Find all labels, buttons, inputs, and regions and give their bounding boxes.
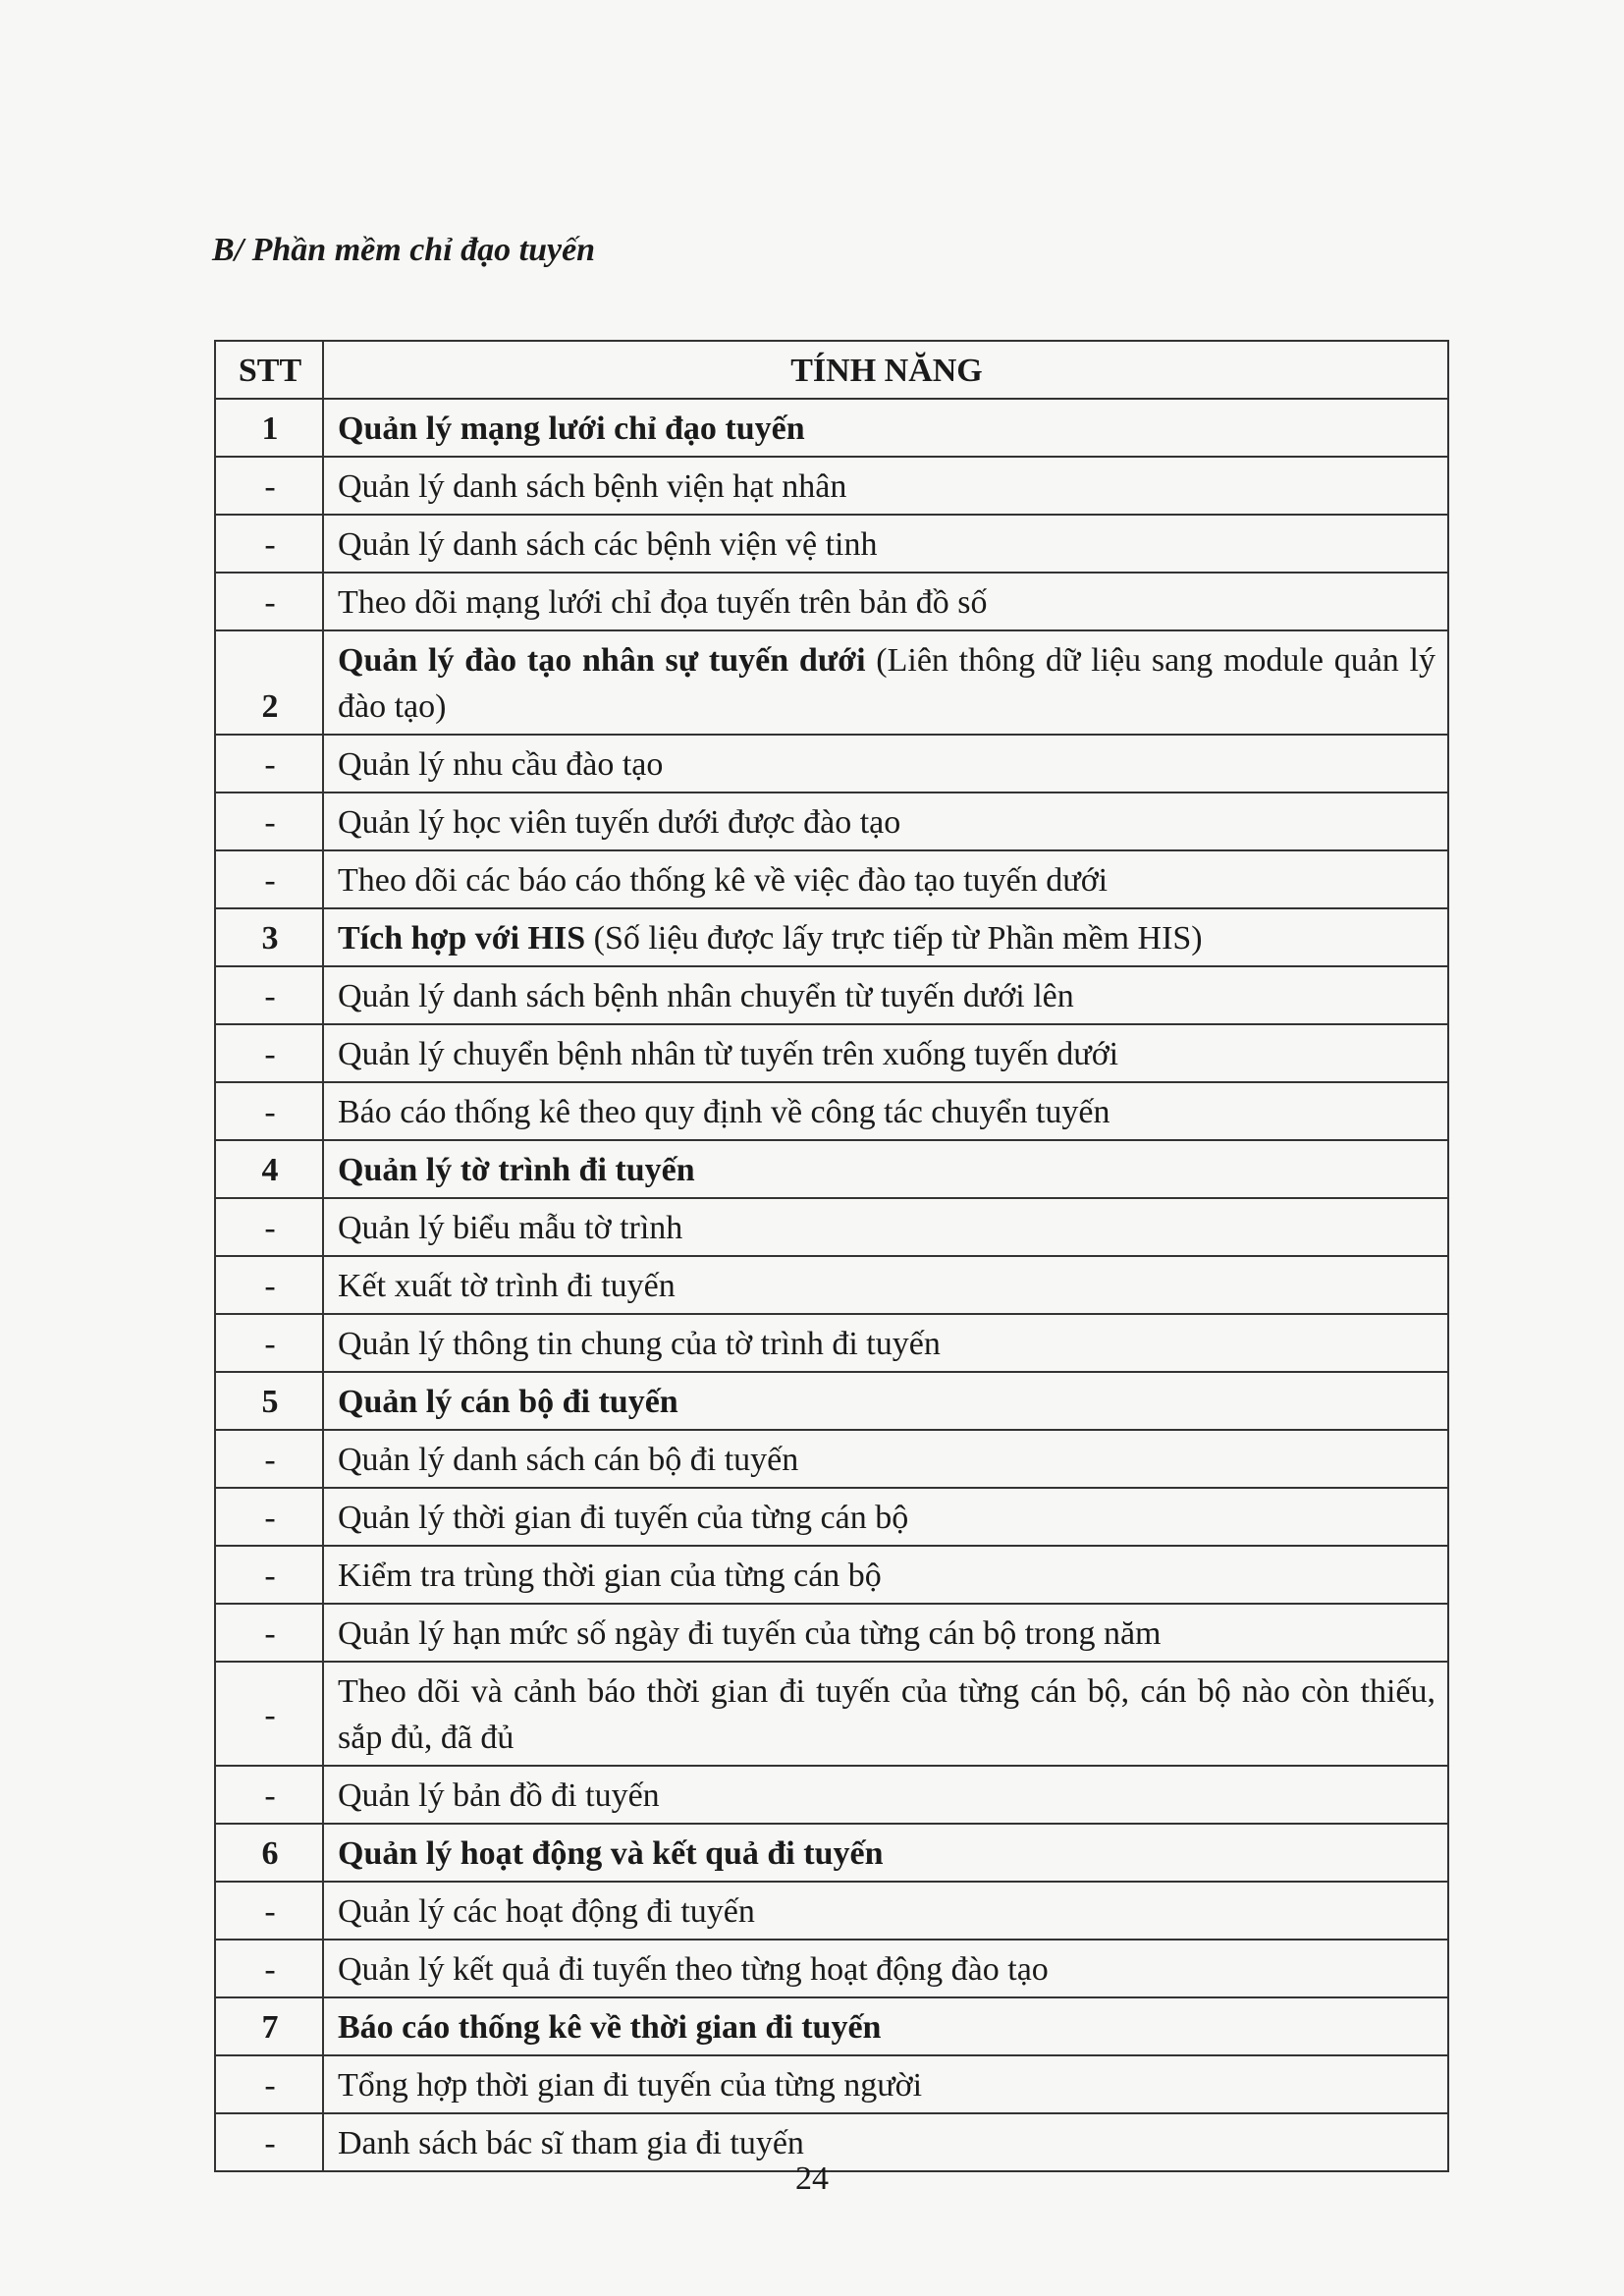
- group-title: Quản lý đào tạo nhân sự tuyến dưới: [338, 642, 866, 679]
- table-row: [215, 1882, 1448, 1940]
- row-stt: 1: [215, 399, 323, 457]
- row-stt: -: [215, 1024, 323, 1082]
- group-title: Quản lý tờ trình đi tuyến: [338, 1152, 695, 1188]
- row-feature: Theo dõi và cảnh báo thời gian đi tuyến của từng cán bộ, cán bộ nào còn thiếu, sắp đủ, đã đủ: [323, 1662, 1448, 1766]
- row-stt: -: [215, 1488, 323, 1546]
- table-row: [215, 573, 1448, 630]
- row-feature: Quản lý thông tin chung của tờ trình đi tuyến: [323, 1314, 1448, 1372]
- row-stt: 6: [215, 1824, 323, 1882]
- table-row: [215, 457, 1448, 515]
- row-feature: [323, 1372, 1448, 1430]
- row-stt: -: [215, 793, 323, 850]
- table-group-row: [215, 630, 1448, 735]
- row-stt: -: [215, 457, 323, 515]
- row-stt: 2: [215, 630, 323, 735]
- row-stt: -: [215, 735, 323, 793]
- table-row: [215, 793, 1448, 850]
- row-stt: 7: [215, 1997, 323, 2055]
- row-stt: -: [215, 1546, 323, 1604]
- row-stt: -: [215, 1604, 323, 1662]
- row-stt: -: [215, 1766, 323, 1824]
- row-stt: 3: [215, 908, 323, 966]
- row-stt: -: [215, 1314, 323, 1372]
- group-title: Tích hợp với HIS: [338, 920, 586, 957]
- row-feature: Quản lý danh sách các bệnh viện vệ tinh: [323, 515, 1448, 573]
- row-feature: Kết xuất tờ trình đi tuyến: [323, 1256, 1448, 1314]
- row-feature: Quản lý danh sách cán bộ đi tuyến: [323, 1430, 1448, 1488]
- row-stt: 5: [215, 1372, 323, 1430]
- row-feature: Quản lý nhu cầu đào tạo: [323, 735, 1448, 793]
- row-feature: [323, 399, 1448, 457]
- table-group-row: [215, 1140, 1448, 1198]
- group-note: (Liên thông dữ liệu sang module quản lý đào tạo): [338, 642, 1436, 725]
- row-feature: Quản lý chuyển bệnh nhân từ tuyến trên xuống tuyến dưới: [323, 1024, 1448, 1082]
- row-feature: Theo dõi các báo cáo thống kê về việc đào tạo tuyến dưới: [323, 850, 1448, 908]
- row-stt: -: [215, 515, 323, 573]
- group-title: Quản lý mạng lưới chỉ đạo tuyến: [338, 410, 805, 447]
- row-feature: [323, 630, 1448, 735]
- row-feature: Tổng hợp thời gian đi tuyến của từng người: [323, 2055, 1448, 2113]
- page-number: 24: [795, 2160, 829, 2197]
- table-group-row: [215, 1372, 1448, 1430]
- row-feature: [323, 908, 1448, 966]
- table-row: [215, 1766, 1448, 1824]
- group-title: Quản lý hoạt động và kết quả đi tuyến: [338, 1835, 884, 1872]
- row-feature: Kiểm tra trùng thời gian của từng cán bộ: [323, 1546, 1448, 1604]
- header-feature: TÍNH NĂNG: [323, 341, 1448, 399]
- row-stt: -: [215, 573, 323, 630]
- row-feature: [323, 1140, 1448, 1198]
- table-row: [215, 1256, 1448, 1314]
- table-row: [215, 1662, 1448, 1766]
- row-stt: -: [215, 1940, 323, 1997]
- row-stt: -: [215, 1882, 323, 1940]
- table-row: [215, 966, 1448, 1024]
- row-feature: Quản lý kết quả đi tuyến theo từng hoạt động đào tạo: [323, 1940, 1448, 1997]
- row-feature: Quản lý danh sách bệnh nhân chuyển từ tuyến dưới lên: [323, 966, 1448, 1024]
- row-feature: [323, 1997, 1448, 2055]
- row-stt: -: [215, 2113, 323, 2171]
- group-title: Quản lý cán bộ đi tuyến: [338, 1384, 678, 1420]
- table-row: [215, 1198, 1448, 1256]
- table-row: [215, 1604, 1448, 1662]
- table-row: [215, 735, 1448, 793]
- table-body: [215, 399, 1448, 2171]
- row-stt: -: [215, 1082, 323, 1140]
- table-row: [215, 1024, 1448, 1082]
- feature-table: [214, 340, 1449, 2172]
- table-group-row: [215, 1824, 1448, 1882]
- table-row: [215, 1940, 1448, 1997]
- row-stt: -: [215, 966, 323, 1024]
- row-stt: -: [215, 850, 323, 908]
- row-feature: Quản lý thời gian đi tuyến của từng cán bộ: [323, 1488, 1448, 1546]
- row-stt: -: [215, 1198, 323, 1256]
- table-group-row: [215, 1997, 1448, 2055]
- table-row: [215, 515, 1448, 573]
- table-row: [215, 850, 1448, 908]
- table-group-row: [215, 908, 1448, 966]
- row-stt: 4: [215, 1140, 323, 1198]
- group-note: (Số liệu được lấy trực tiếp từ Phần mềm HIS): [585, 920, 1203, 957]
- row-feature: Quản lý học viên tuyến dưới được đào tạo: [323, 793, 1448, 850]
- row-stt: -: [215, 1662, 323, 1766]
- row-feature: Quản lý hạn mức số ngày đi tuyến của từng cán bộ trong năm: [323, 1604, 1448, 1662]
- row-feature: Theo dõi mạng lưới chỉ đọa tuyến trên bản đồ số: [323, 573, 1448, 630]
- row-feature: Quản lý các hoạt động đi tuyến: [323, 1882, 1448, 1940]
- group-title: Báo cáo thống kê về thời gian đi tuyến: [338, 2009, 882, 2046]
- row-stt: -: [215, 1430, 323, 1488]
- table-group-row: [215, 399, 1448, 457]
- table-row: [215, 1430, 1448, 1488]
- row-feature: Quản lý biểu mẫu tờ trình: [323, 1198, 1448, 1256]
- row-feature: Báo cáo thống kê theo quy định về công tác chuyển tuyến: [323, 1082, 1448, 1140]
- row-feature: Quản lý danh sách bệnh viện hạt nhân: [323, 457, 1448, 515]
- table-row: [215, 2055, 1448, 2113]
- row-stt: -: [215, 1256, 323, 1314]
- row-stt: -: [215, 2055, 323, 2113]
- table-row: [215, 1546, 1448, 1604]
- table-row: [215, 1314, 1448, 1372]
- row-feature: Quản lý bản đồ đi tuyến: [323, 1766, 1448, 1824]
- table-header-row: [215, 341, 1448, 399]
- table-row: [215, 1488, 1448, 1546]
- row-feature: Danh sách bác sĩ tham gia đi tuyến: [323, 2113, 1448, 2171]
- row-feature: [323, 1824, 1448, 1882]
- table-row: [215, 1082, 1448, 1140]
- section-title: B/ Phần mềm chỉ đạo tuyến: [212, 232, 596, 268]
- header-stt: STT: [215, 341, 323, 399]
